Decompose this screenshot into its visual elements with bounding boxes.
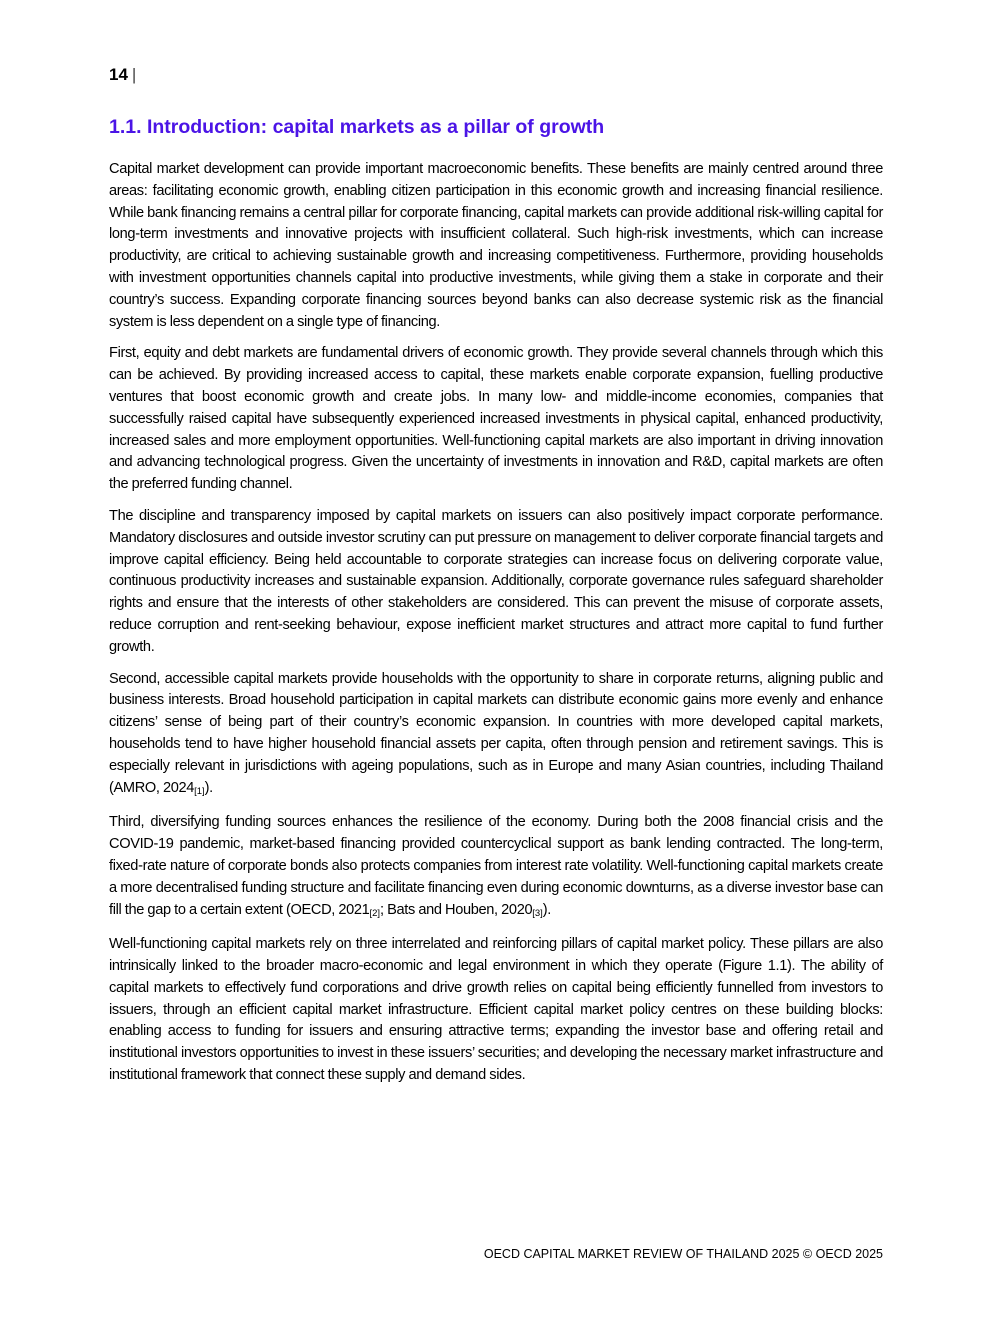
paragraph-text: ).: [542, 901, 552, 918]
body-text: [109, 159, 883, 1097]
paragraph-discipline: [109, 506, 883, 659]
paragraph-pillars: [109, 934, 883, 1087]
paragraph-text: ; Bats and Houben, 2020: [380, 901, 533, 918]
paragraph-resilience: [109, 812, 883, 924]
paragraph-text: The discipline and transparency imposed by capital markets on issuers can also positively impact corporate performance. Mandatory disclosures and outside investor scrutiny can put pressure on management to deliver corporate financial targets and improve capital efficiency. Being held accountable to corporate strategies can increase focus on delivering corporate value, continuous productivity increases and sustainable expansion. Additionally, corporate governance rules safeguard shareholder rights and ensure that the interests of other stakeholders are considered. This can prevent the misuse of corporate assets, reduce corruption and rent-seeking behaviour, expose inefficient market structures and attract more capital to fund further growth.: [109, 507, 883, 655]
paragraph-household-participation: [109, 669, 883, 803]
citation-link-amro[interactable]: [1]: [194, 785, 205, 797]
paragraph-text: Capital market development can provide important macroeconomic benefits. These benefits are mainly centred around three areas: facilitating economic growth, enabling citizen participation in this economic growth and increasing financial resilience. While bank financing remains a central pillar for corporate financing, capital markets can provide additional risk-willing capital for long-term investments and innovative projects with insufficient collateral. Such high-risk investments, which can increase productivity, are critical to achieving sustainable growth and increasing competitiveness. Furthermore, providing households with investment opportunities channels capital into productive investments, while giving them a stake in corporate and their country’s success. Expanding corporate financing sources beyond banks can also decrease systemic risk as the financial system is less dependent on a single type of financing.: [109, 161, 883, 330]
citation-link-bats-houben[interactable]: [3]: [532, 907, 543, 919]
page-number: 14: [109, 65, 128, 84]
citation-link-oecd[interactable]: [2]: [369, 907, 381, 919]
paragraph-growth-drivers: [109, 343, 883, 496]
paragraph-text: Third, diversifying funding sources enhances the resilience of the economy. During both the 2008 financial crisis and the COVID-19 pandemic, market-based financing provided countercyclical support as bank lending contracted. The long-term, fixed-rate nature of corporate bonds also protects companies from interest rate volatility. Well-functioning capital markets create a more decentralised funding structure and facilitate financing even during economic downturns, as a diverse investor base can fill the gap to a certain extent (OECD, 2021: [109, 814, 883, 918]
header-separator: |: [131, 65, 137, 84]
section-title: 1.1. Introduction: capital markets as a pillar of growth: [109, 116, 605, 138]
paragraph-text: ).: [204, 779, 213, 796]
paragraph-text: Well-functioning capital markets rely on three interrelated and reinforcing pillars of capital market policy. These pillars are also intrinsically linked to the broader macro-economic and legal environment in which they operate (Figure 1.1). The ability of capital markets to effectively fund corporations and drive growth relies on capital being efficiently funnelled from investors to issuers, through an efficient capital market infrastructure. Efficient capital market policy centres on these building blocks: enabling access to funding for issuers and ensuring attractive terms; expanding the investor base and offering retail and institutional investors opportunities to invest in these issuers’ securities; and developing the necessary market infrastructure and institutional framework that connect these supply and demand sides.: [109, 936, 883, 1084]
page-footer: OECD CAPITAL MARKET REVIEW OF THAILAND 2025 © OECD 2025: [483, 1247, 883, 1261]
paragraph-text: First, equity and debt markets are fundamental drivers of economic growth. They provide several channels through which this can be achieved. By providing increased access to capital, these markets enable corporate expansion, fuelling productive ventures that boost economic growth and create jobs. In many low- and middle-income economies, companies that successfully raised capital have subsequently experienced increased investments in physical capital, enhanced productivity, increased sales and more employment opportunities. Well-functioning capital markets are also important in driving innovation and advancing technological progress. Given the uncertainty of investments in innovation and R&D, capital markets are often the preferred funding channel.: [109, 345, 883, 493]
paragraph-intro: [109, 159, 883, 333]
paragraph-text: Second, accessible capital markets provide households with the opportunity to share in corporate returns, aligning public and business interests. Broad household participation in capital markets can distribute economic gains more evenly and enhance citizens’ sense of being part of their country’s economic expansion. In countries with more developed capital markets, households tend to have higher household financial assets per capita, often through pension and retirement savings. This is especially relevant in jurisdictions with ageing populations, such as in Europe and many Asian countries, including Thailand (AMRO, 2024: [109, 670, 883, 796]
page-header: [109, 64, 136, 86]
